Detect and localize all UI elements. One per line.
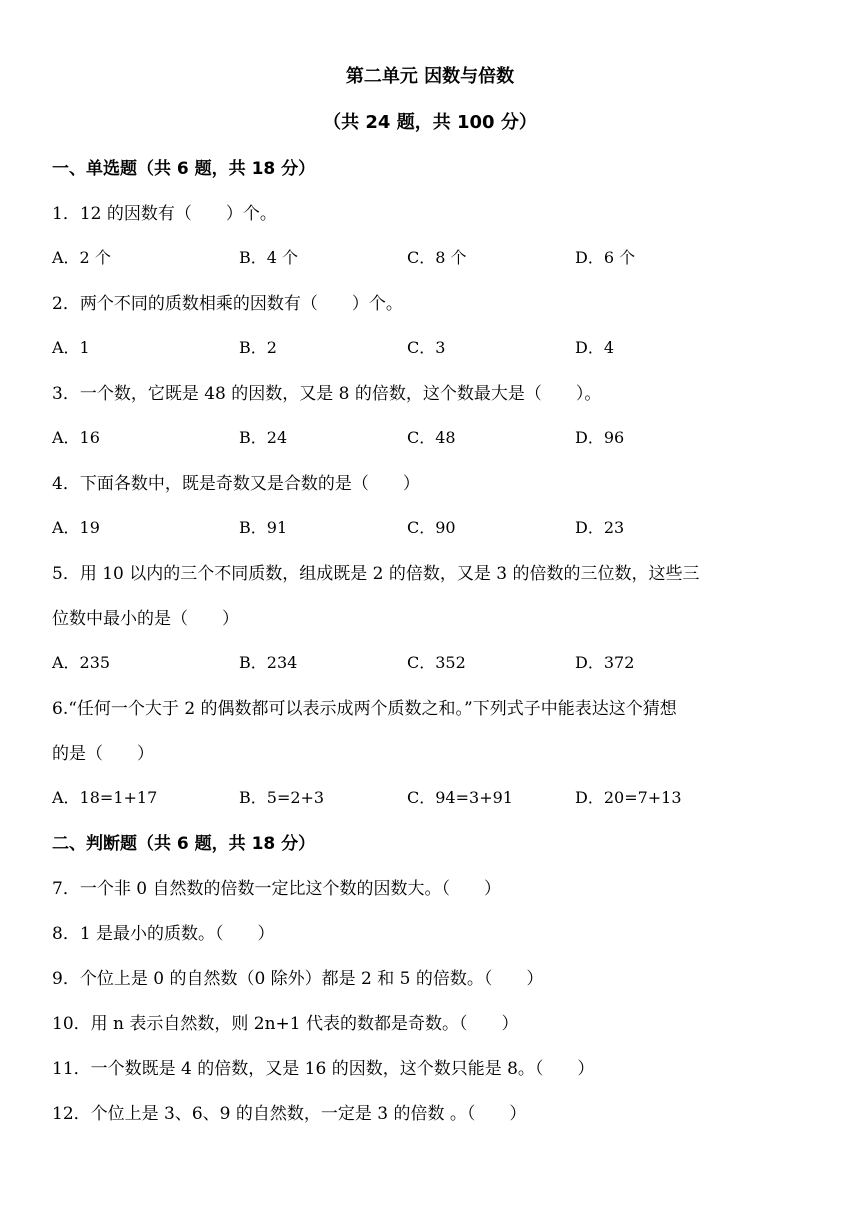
section-heading-true-false: 二、判断题（共 6 题，共 18 分） — [52, 834, 316, 854]
q1-option-c: C．8 个 — [407, 248, 467, 267]
q5-option-a: A．235 — [52, 653, 111, 672]
question-9: 9．个位上是 0 的自然数（0 除外）都是 2 和 5 的倍数。（ ） — [52, 969, 544, 989]
q3-option-b: B．24 — [239, 428, 288, 447]
q2-option-b: B．2 — [239, 338, 277, 357]
q5-option-b: B．234 — [239, 653, 298, 672]
q3-option-d: D．96 — [575, 428, 625, 447]
q2-option-c: C．3 — [407, 338, 446, 357]
question-5-line-1: 5．用 10 以内的三个不同质数，组成既是 2 的倍数，又是 3 的倍数的三位数，这些三 — [52, 564, 700, 584]
q4-option-c: C．90 — [407, 518, 456, 537]
question-6-line-2: 的是（ ） — [52, 744, 154, 764]
q3-option-a: A．16 — [52, 428, 100, 447]
question-11: 11．一个数既是 4 的倍数，又是 16 的因数，这个数只能是 8。（ ） — [52, 1059, 595, 1079]
question-4: 4．下面各数中，既是奇数又是合数的是（ ） — [52, 474, 420, 494]
q1-option-a: A．2 个 — [52, 248, 111, 267]
q2-option-d: D．4 — [575, 338, 615, 357]
question-2: 2．两个不同的质数相乘的因数有（ ）个。 — [52, 294, 403, 314]
q6-option-d: D．20=7+13 — [575, 788, 682, 807]
q4-option-a: A．19 — [52, 518, 100, 537]
q5-option-c: C．352 — [407, 653, 466, 672]
q1-option-b: B．4 个 — [239, 248, 299, 267]
q4-option-b: B．91 — [239, 518, 288, 537]
q6-option-c: C．94=3+91 — [407, 788, 513, 807]
question-1: 1．12 的因数有（ ）个。 — [52, 204, 277, 224]
q2-option-a: A．1 — [52, 338, 90, 357]
question-8: 8．1 是最小的质数。（ ） — [52, 924, 275, 944]
question-3: 3．一个数，它既是 48 的因数，又是 8 的倍数，这个数最大是（ ）。 — [52, 384, 602, 404]
page-subtitle: （共 24 题，共 100 分） — [323, 112, 537, 133]
q5-option-d: D．372 — [575, 653, 635, 672]
page-title: 第二单元 因数与倍数 — [345, 66, 515, 87]
question-5-line-2: 位数中最小的是（ ） — [52, 609, 239, 629]
q6-option-a: A．18=1+17 — [52, 788, 158, 807]
question-12: 12．个位上是 3、6、9 的自然数，一定是 3 的倍数 。（ ） — [52, 1104, 527, 1124]
q3-option-c: C．48 — [407, 428, 456, 447]
question-7: 7．一个非 0 自然数的倍数一定比这个数的因数大。（ ） — [52, 879, 501, 899]
q4-option-d: D．23 — [575, 518, 625, 537]
question-6-line-1: 6.“任何一个大于 2 的偶数都可以表示成两个质数之和。”下列式子中能表达这个猜想 — [52, 699, 677, 719]
q6-option-b: B．5=2+3 — [239, 788, 325, 807]
question-10: 10．用 n 表示自然数，则 2n+1 代表的数都是奇数。（ ） — [52, 1014, 519, 1034]
section-heading-single-choice: 一、单选题（共 6 题，共 18 分） — [52, 159, 316, 179]
q1-option-d: D．6 个 — [575, 248, 636, 267]
